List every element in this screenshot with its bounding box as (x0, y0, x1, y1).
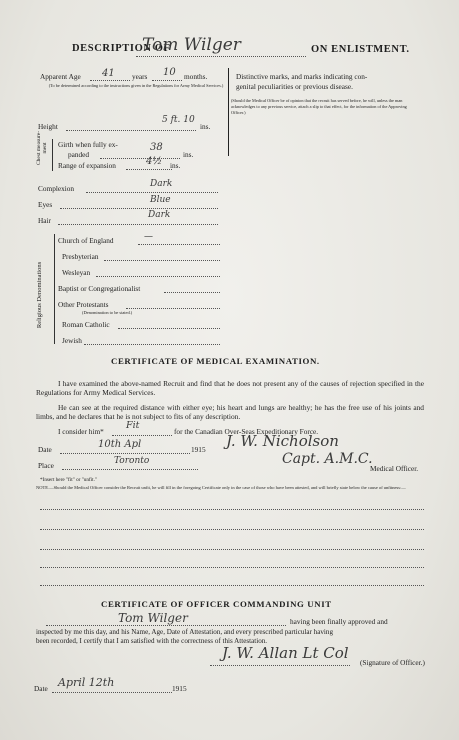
girth-line (100, 158, 180, 159)
range-line (126, 169, 172, 170)
complexion-value: Dark (150, 179, 173, 189)
on-enlistment-label: ON ENLISTMENT. (311, 44, 410, 55)
fitness-line (112, 435, 172, 436)
unfitness-note: NOTE.—Should the Medical Officer consider the Recruit unfit, he will fill in the foregoing Certificate only in the case of those who have been attested, and will briefly state below the cause of unfitness:— (36, 485, 406, 490)
commanding-line-1: having been finally approved and (290, 617, 388, 626)
age-months-value: 10 (163, 67, 176, 78)
unfitness-line-3 (40, 549, 424, 550)
distinctive-marks-label-1: Distinctive marks, and marks indicating con- (236, 72, 368, 81)
medical-place-line (62, 469, 198, 470)
medical-signature: J. W. Nicholson (226, 432, 339, 450)
medical-rank: Capt. A.M.C. (282, 451, 373, 467)
range-unit: ins. (170, 161, 181, 170)
months-label: months. (184, 72, 208, 81)
presbyterian-line (104, 260, 220, 261)
catholic-line (118, 328, 220, 329)
distinctive-marks-label-2: genital peculiarities or previous disease. (236, 82, 353, 91)
age-note: (To be determined according to the instructions given in the Regulations for Army Medical Services.) (48, 83, 224, 88)
complexion-label: Complexion (38, 184, 75, 193)
medical-officer-label: Medical Officer. (370, 464, 419, 473)
baptist-line (164, 292, 220, 293)
religion-brace (54, 234, 55, 344)
commanding-line-2: inspected by me this day, and his Name, Age, Date of Attestation, and every prescribed particular having (36, 628, 333, 636)
religion-item-wesleyan: Wesleyan (62, 268, 91, 277)
commanding-date-value: April 12th (58, 676, 115, 689)
months-line (152, 80, 182, 81)
age-years-value: 41 (102, 68, 115, 79)
religion-mark: — (144, 232, 153, 242)
medical-paragraph-2: He can see at the required distance with either eye; his heart and lungs are healthy; he has the free use of his joints and limbs, and he declares that he is not subject to fits of any description. (36, 403, 424, 421)
religion-item-roman-catholic: Roman Catholic (62, 320, 110, 329)
medical-date-value: 10th Apl (98, 439, 142, 450)
commanding-certificate-title: CERTIFICATE OF OFFICER COMMANDING UNIT (101, 599, 332, 609)
hair-value: Dark (148, 210, 171, 220)
recruit-name-header: Tom Wilger (142, 35, 241, 55)
height-label: Height (38, 122, 58, 131)
religion-item-church-of-england: Church of England (58, 236, 114, 245)
height-line (66, 130, 196, 131)
eyes-value: Blue (150, 195, 171, 205)
description-of-label: DESCRIPTION OF (72, 43, 171, 54)
commanding-signature: J. W. Allan Lt Col (222, 644, 349, 662)
unfitness-line-4 (40, 567, 424, 568)
column-divider (228, 68, 229, 156)
medical-certificate-title: CERTIFICATE OF MEDICAL EXAMINATION. (111, 356, 320, 366)
footnote-fit-unfit: *Insert here "fit" or "unfit." (40, 477, 98, 483)
medical-paragraph-1: I have examined the above-named Recruit and find that he does not present any of the causes of rejection specified in the Regulations for Army Medical Services. (36, 379, 424, 397)
fitness-value: Fit (126, 420, 140, 431)
other-line (126, 308, 220, 309)
girth-value: 38 (150, 142, 163, 153)
years-line (90, 80, 130, 81)
religion-item-jewish: Jewish (62, 336, 82, 345)
medical-date-line (60, 453, 190, 454)
commanding-signature-line (210, 665, 350, 666)
range-value: 4½ (146, 156, 163, 167)
commanding-line-3: been recorded, I certify that I am satisfied with the correctness of this Attestation. (36, 637, 268, 645)
height-value: 5 ft. 10 (162, 115, 195, 125)
signature-of-officer-label: (Signature of Officer.) (360, 658, 425, 667)
consider-post: for the Canadian Over-Seas Expeditionary Force. (174, 427, 319, 436)
distinctive-note: (Should the Medical Officer be of opinion that the recruit has served before, he will, unless the man acknowledges to any previous service, attach a slip to that effect, for the information of the Approving Officer.) (231, 98, 407, 115)
medical-place-label: Place (38, 461, 54, 470)
medical-place-value: Toronto (114, 456, 150, 466)
height-unit: ins. (200, 122, 211, 131)
medical-date-label: Date (38, 445, 52, 454)
religion-item-presbyterian: Presbyterian (62, 252, 99, 261)
chest-measurement-label: Chest measure-ment (36, 130, 48, 166)
apparent-age-label: Apparent Age (40, 72, 81, 81)
commanding-year: 1915 (172, 684, 187, 693)
chest-brace (52, 139, 53, 171)
range-label: Range of expansion (58, 161, 116, 170)
eyes-label: Eyes (38, 200, 53, 209)
commanding-date-line (52, 692, 172, 693)
girth-label-1: Girth when fully ex- (58, 140, 118, 149)
church-line (138, 244, 220, 245)
jewish-line (84, 344, 220, 345)
medical-year: 1915 (191, 445, 206, 454)
other-note: (Denomination to be stated.) (82, 310, 133, 315)
eyes-line (60, 208, 218, 209)
wesleyan-line (96, 276, 220, 277)
religious-denominations-label: Religious Denominations (36, 261, 43, 329)
consider-pre: I consider him* (58, 427, 104, 436)
girth-label-2: panded (68, 150, 90, 159)
commanding-recruit-name: Tom Wilger (118, 611, 188, 625)
hair-label: Hair (38, 216, 51, 225)
unfitness-line-2 (40, 529, 424, 530)
commanding-name-line (46, 625, 286, 626)
unfitness-line-5 (40, 585, 424, 586)
girth-unit: ins. (183, 150, 194, 159)
complexion-line (86, 192, 218, 193)
years-label: years (132, 72, 148, 81)
hair-line (58, 224, 218, 225)
religion-item-baptist: Baptist or Congregationalist (58, 284, 141, 293)
name-line (136, 56, 306, 57)
commanding-date-label: Date (34, 684, 48, 693)
religion-item-other-protestants: Other Protestants (58, 300, 109, 309)
unfitness-line-1 (40, 509, 424, 510)
